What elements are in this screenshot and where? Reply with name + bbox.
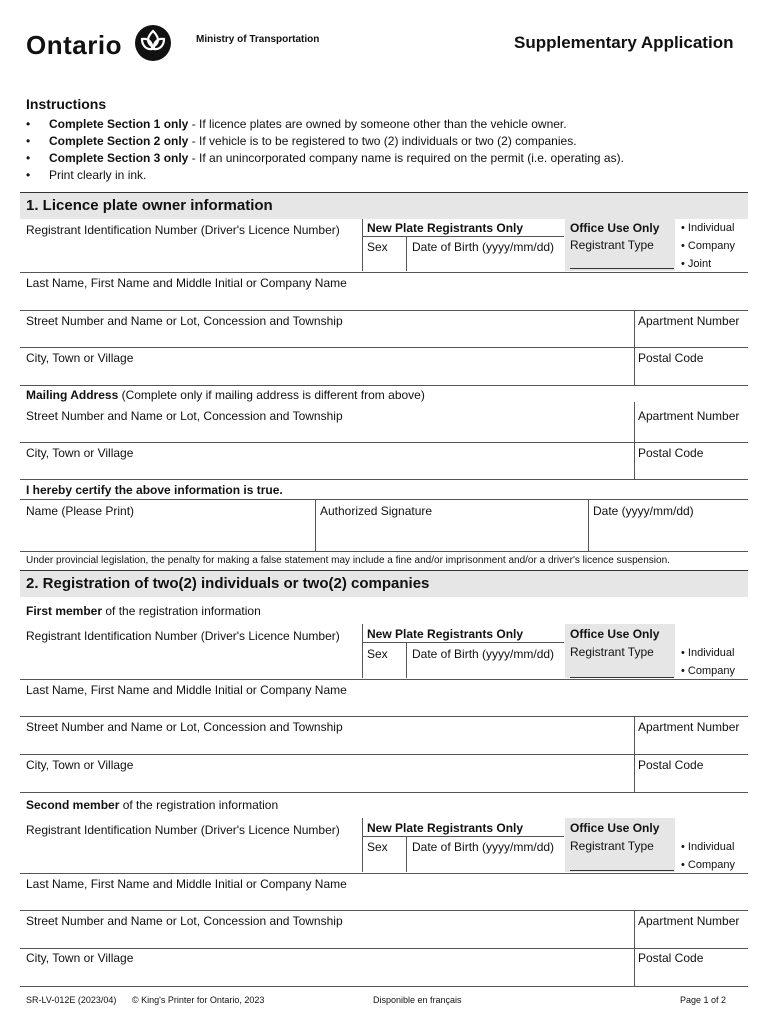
certify-statement: I hereby certify the above information is true. bbox=[26, 483, 283, 497]
instruction-item: • Complete Section 3 only - If an unincorporated company name is required on the permit (i.e. operating as). bbox=[26, 151, 624, 165]
mailing-address-label: Mailing Address (Complete only if mailing address is different from above) bbox=[26, 388, 425, 402]
signature-label: Authorized Signature bbox=[320, 504, 433, 518]
dob-label: Date of Birth (yyyy/mm/dd) bbox=[412, 840, 555, 854]
type-option-individual: • Individual bbox=[681, 222, 735, 234]
form-title: Supplementary Application bbox=[514, 33, 734, 52]
name-label: Last Name, First Name and Middle Initial or Company Name bbox=[26, 877, 347, 891]
type-option-company: • Company bbox=[681, 665, 735, 677]
second-member-label: Second member of the registration information bbox=[26, 798, 279, 812]
first-member-label: First member of the registration information bbox=[26, 604, 261, 618]
header bbox=[0, 0, 770, 80]
section1-header: 1. Licence plate owner information bbox=[20, 192, 748, 219]
rin-label: Registrant Identification Number (Driver's Licence Number) bbox=[26, 223, 340, 237]
ontario-wordmark: Ontario bbox=[26, 30, 122, 60]
name-print-label: Name (Please Print) bbox=[26, 504, 135, 518]
section2-header: 2. Registration of two(2) individuals or two(2) companies bbox=[20, 570, 748, 597]
sex-label: Sex bbox=[367, 240, 388, 254]
instruction-item: • Print clearly in ink. bbox=[26, 168, 147, 182]
sex-label: Sex bbox=[367, 647, 388, 661]
trillium-logo-icon bbox=[134, 24, 172, 62]
instructions bbox=[0, 92, 770, 187]
ministry-name: Ministry of Transportation bbox=[196, 34, 320, 45]
new-plate-label: New Plate Registrants Only bbox=[367, 627, 524, 641]
instructions-heading: Instructions bbox=[26, 96, 107, 112]
penalty-notice: Under provincial legislation, the penalty for making a false statement may include a fine and/or imprisonment and/or a driver's licence suspension. bbox=[26, 555, 670, 566]
street-label: Street Number and Name or Lot, Concession and Township bbox=[26, 720, 343, 734]
dob-label: Date of Birth (yyyy/mm/dd) bbox=[412, 647, 555, 661]
apartment-label: Apartment Number bbox=[638, 314, 740, 328]
type-option-individual: • Individual bbox=[681, 841, 735, 853]
city-label: City, Town or Village bbox=[26, 351, 134, 365]
street-label: Street Number and Name or Lot, Concession and Township bbox=[26, 914, 343, 928]
registrant-type-label: Registrant Type bbox=[570, 839, 654, 853]
office-use-label: Office Use Only bbox=[570, 627, 660, 641]
rin-label: Registrant Identification Number (Driver's Licence Number) bbox=[26, 823, 340, 837]
postal-label: Postal Code bbox=[638, 951, 704, 965]
city-label: City, Town or Village bbox=[26, 951, 134, 965]
french-availability: Disponible en français bbox=[373, 995, 462, 1005]
apartment-label: Apartment Number bbox=[638, 914, 740, 928]
mailing-city-label: City, Town or Village bbox=[26, 446, 134, 460]
postal-label: Postal Code bbox=[638, 758, 704, 772]
apartment-label: Apartment Number bbox=[638, 720, 740, 734]
type-option-individual: • Individual bbox=[681, 647, 735, 659]
type-option-company: • Company bbox=[681, 859, 735, 871]
postal-label: Postal Code bbox=[638, 351, 704, 365]
sex-label: Sex bbox=[367, 840, 388, 854]
registrant-type-label: Registrant Type bbox=[570, 238, 654, 252]
type-option-joint: • Joint bbox=[681, 258, 712, 270]
new-plate-label: New Plate Registrants Only bbox=[367, 821, 524, 835]
page-number: Page 1 of 2 bbox=[680, 995, 727, 1005]
copyright: © King's Printer for Ontario, 2023 bbox=[132, 995, 265, 1005]
rin-label: Registrant Identification Number (Driver's Licence Number) bbox=[26, 629, 340, 643]
mailing-street-label: Street Number and Name or Lot, Concession and Township bbox=[26, 409, 343, 423]
dob-label: Date of Birth (yyyy/mm/dd) bbox=[412, 240, 555, 254]
instruction-item: • Complete Section 1 only - If licence plates are owned by someone other than the vehicle owner. bbox=[26, 117, 567, 131]
mailing-postal-label: Postal Code bbox=[638, 446, 704, 460]
new-plate-label: New Plate Registrants Only bbox=[367, 221, 524, 235]
office-use-label: Office Use Only bbox=[570, 221, 660, 235]
registrant-type-label: Registrant Type bbox=[570, 645, 654, 659]
street-label: Street Number and Name or Lot, Concession and Township bbox=[26, 314, 343, 328]
mailing-apartment-label: Apartment Number bbox=[638, 409, 740, 423]
name-label: Last Name, First Name and Middle Initial or Company Name bbox=[26, 276, 347, 290]
instruction-item: • Complete Section 2 only - If vehicle is to be registered to two (2) individuals or two (2) companies. bbox=[26, 134, 577, 148]
type-option-company: • Company bbox=[681, 240, 735, 252]
office-use-label: Office Use Only bbox=[570, 821, 660, 835]
city-label: City, Town or Village bbox=[26, 758, 134, 772]
date-label: Date (yyyy/mm/dd) bbox=[593, 504, 694, 518]
form-id: SR-LV-012E (2023/04) bbox=[26, 995, 117, 1005]
name-label: Last Name, First Name and Middle Initial or Company Name bbox=[26, 683, 347, 697]
